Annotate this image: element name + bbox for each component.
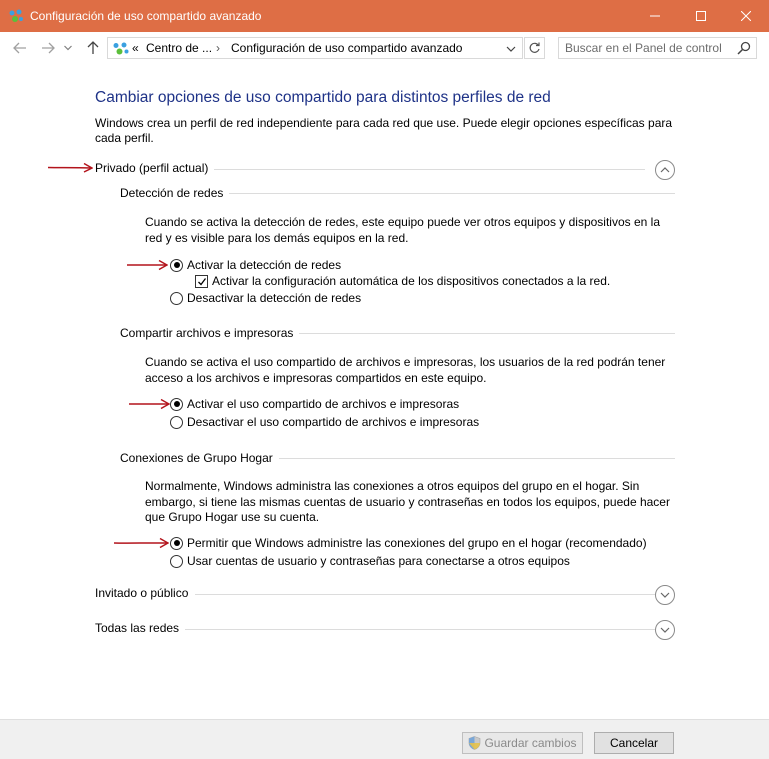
red-annotation-arrow <box>47 162 93 174</box>
profile-guest-header[interactable] <box>95 586 675 606</box>
homegroup-header <box>120 451 675 467</box>
search-input[interactable] <box>559 38 734 58</box>
checkbox-auto-config[interactable] <box>195 275 208 288</box>
network-discovery-description: Cuando se activa la detección de redes, este equipo puede ver otros equipos y dispositivos en la red y es visible para los demás equipos en la red. <box>145 215 660 245</box>
homegroup-allow-option[interactable] <box>170 535 647 551</box>
minimize-icon <box>650 11 660 21</box>
red-annotation-arrow <box>113 537 169 549</box>
network-discovery-on-option[interactable] <box>170 257 341 273</box>
network-discovery-header <box>120 186 675 202</box>
recent-locations-button[interactable] <box>62 38 74 58</box>
radio-homegroup-accounts[interactable] <box>170 555 183 568</box>
network-discovery-title: Detección de redes <box>120 186 229 200</box>
checkmark-icon <box>197 277 207 287</box>
divider <box>220 193 675 194</box>
close-icon <box>741 11 751 21</box>
up-arrow-icon <box>87 41 99 55</box>
expand-all-networks-button[interactable] <box>655 620 675 640</box>
auto-config-label[interactable]: Activar la configuración automática de los dispositivos conectados a la red. <box>212 274 611 288</box>
divider <box>205 169 645 170</box>
collapse-private-button[interactable] <box>655 160 675 180</box>
radio-network-discovery-off[interactable] <box>170 292 183 305</box>
chevron-up-icon <box>660 166 670 174</box>
address-bar[interactable] <box>107 37 523 59</box>
maximize-button[interactable] <box>678 0 724 32</box>
network-discovery-off-label[interactable]: Desactivar la detección de redes <box>187 291 362 305</box>
search-icon[interactable] <box>737 41 751 55</box>
back-arrow-icon <box>13 42 27 54</box>
file-sharing-off-option[interactable] <box>170 414 479 430</box>
profile-private-label[interactable]: Privado (perfil actual) <box>95 161 214 175</box>
network-icon <box>112 42 130 55</box>
search-box[interactable] <box>558 37 757 59</box>
title-bar <box>0 0 769 32</box>
forward-arrow-icon <box>41 42 55 54</box>
breadcrumb-item-advanced-sharing[interactable]: Configuración de uso compartido avanzado <box>231 41 463 55</box>
network-discovery-on-label[interactable]: Activar la detección de redes <box>187 258 342 272</box>
divider <box>295 333 675 334</box>
cancel-button[interactable]: Cancelar <box>594 732 674 754</box>
file-sharing-header <box>120 326 675 342</box>
refresh-button[interactable] <box>524 37 545 59</box>
footer-bar <box>0 719 769 759</box>
red-annotation-arrow <box>128 398 170 410</box>
forward-button[interactable] <box>38 38 58 58</box>
refresh-icon <box>528 42 541 55</box>
chevron-down-icon <box>660 626 670 634</box>
breadcrumb-overflow[interactable]: « <box>132 41 139 55</box>
homegroup-description: Normalmente, Windows administra las conexiones a otros equipos del grupo en el hogar. Sin embargo, si tiene las mismas cuentas de usuario y contraseñas en todos los equipos, puede hacer que Grupo Hogar use su cuenta. <box>145 479 670 524</box>
page-title: Cambiar opciones de uso compartido para distintos perfiles de red <box>95 89 551 106</box>
red-annotation-arrow <box>126 259 168 271</box>
file-sharing-on-option[interactable] <box>170 396 459 412</box>
radio-homegroup-allow[interactable] <box>170 537 183 550</box>
profile-all-header[interactable] <box>95 621 675 641</box>
radio-file-sharing-off[interactable] <box>170 416 183 429</box>
auto-config-option[interactable] <box>195 273 610 289</box>
file-sharing-on-label[interactable]: Activar el uso compartido de archivos e impresoras <box>187 397 460 411</box>
profile-private-header[interactable] <box>95 161 675 181</box>
homegroup-title: Conexiones de Grupo Hogar <box>120 451 279 465</box>
file-sharing-title: Compartir archivos e impresoras <box>120 326 299 340</box>
save-changes-label: Guardar cambios <box>484 736 577 750</box>
divider <box>275 458 675 459</box>
divider <box>180 629 655 630</box>
back-button[interactable] <box>10 38 30 58</box>
chevron-down-icon[interactable] <box>506 42 516 56</box>
save-changes-button[interactable] <box>462 732 583 754</box>
radio-file-sharing-on[interactable] <box>170 398 183 411</box>
file-sharing-description: Cuando se activa el uso compartido de archivos e impresoras, los usuarios de la red podrán tener acceso a los archivos e impresoras compartidos en este equipo. <box>145 355 666 385</box>
close-button[interactable] <box>723 0 769 32</box>
network-icon <box>8 9 24 23</box>
breadcrumb-item-network-center[interactable]: Centro de ... <box>146 41 213 55</box>
window-title: Configuración de uso compartido avanzado <box>30 9 262 23</box>
file-sharing-off-label[interactable]: Desactivar el uso compartido de archivos e impresoras <box>187 415 480 429</box>
homegroup-allow-label[interactable]: Permitir que Windows administre las conexiones del grupo en el hogar (recomendado) <box>187 536 647 550</box>
expand-guest-button[interactable] <box>655 585 675 605</box>
profile-all-label[interactable]: Todas las redes <box>95 621 185 635</box>
chevron-down-icon <box>660 591 670 599</box>
homegroup-accounts-option[interactable] <box>170 553 570 569</box>
shield-icon <box>468 736 481 750</box>
up-button[interactable] <box>83 38 103 58</box>
breadcrumb-separator: › <box>216 41 220 55</box>
page-description: Windows crea un perfil de red independiente para cada red que use. Puede elegir opciones específicas para cada perfil. <box>95 116 673 145</box>
divider <box>195 594 655 595</box>
network-discovery-off-option[interactable] <box>170 290 361 306</box>
radio-network-discovery-on[interactable] <box>170 259 183 272</box>
homegroup-accounts-label[interactable]: Usar cuentas de usuario y contraseñas para conectarse a otros equipos <box>187 554 570 568</box>
maximize-icon <box>696 11 706 21</box>
profile-guest-label[interactable]: Invitado o público <box>95 586 194 600</box>
minimize-button[interactable] <box>632 0 678 32</box>
recent-dropdown-icon <box>64 45 72 51</box>
